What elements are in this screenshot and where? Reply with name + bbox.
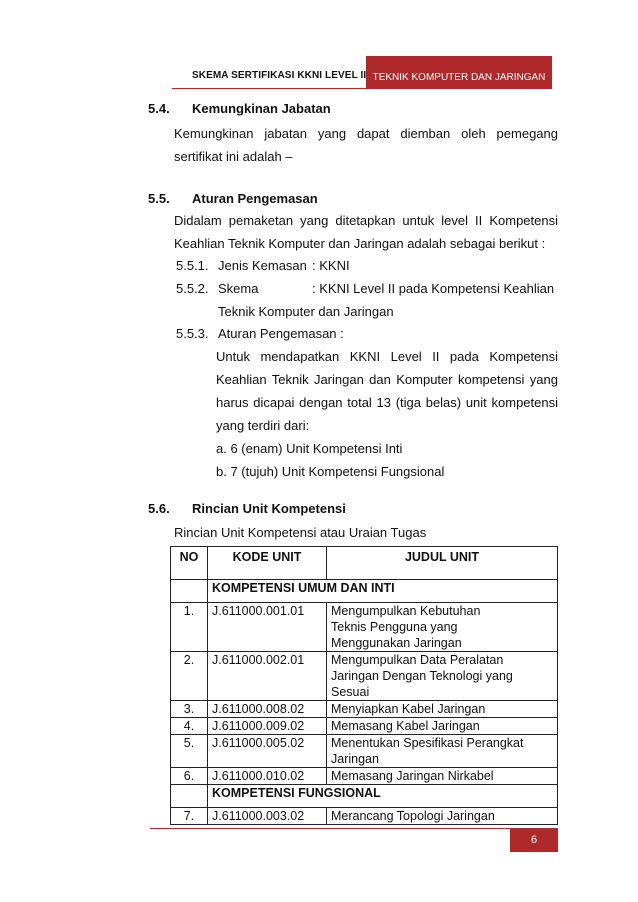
item-value: : KKNI Level II pada Kompetensi Keahlian xyxy=(312,281,555,296)
cell-kode: J.611000.008.02 xyxy=(208,701,327,718)
table-group-row xyxy=(171,580,558,603)
cell-no: 6. xyxy=(171,768,208,785)
section-heading xyxy=(148,101,331,116)
paragraph xyxy=(174,209,558,255)
table-group-row xyxy=(171,785,558,808)
item-number: 5.5.3. xyxy=(176,326,209,341)
header-left-title: SKEMA SERTIFIKASI KKNI LEVEL II xyxy=(192,70,367,81)
paragraph-line: Kemungkinan jabatan yang dapat diemban oleh pemegang xyxy=(174,126,558,141)
sub-item: b. 7 (tujuh) Unit Kompetensi Fungsional xyxy=(216,464,445,479)
cell-no: 1. xyxy=(171,603,208,652)
header-right-title: TEKNIK KOMPUTER DAN JARINGAN xyxy=(366,56,552,89)
cell-kode: J.611000.005.02 xyxy=(208,735,327,768)
sub-item: a. 6 (enam) Unit Kompetensi Inti xyxy=(216,441,403,456)
cell-judul: Menentukan Spesifikasi Perangkat Jaringan xyxy=(327,735,558,768)
paragraph-line: Keahlian Teknik Komputer dan Jaringan adalah sebagai berikut : xyxy=(174,236,546,251)
unit-table xyxy=(170,546,558,825)
table-row xyxy=(171,652,558,701)
cell-judul: Memasang Jaringan Nirkabel xyxy=(327,768,558,785)
item-number: 5.5.2. xyxy=(176,281,209,296)
cell-no: 3. xyxy=(171,701,208,718)
item-label: Jenis Kemasan xyxy=(218,258,307,273)
table-row xyxy=(171,718,558,735)
cell-judul: Mengumpulkan Kebutuhan Teknis Pengguna yang Menggunakan Jaringan xyxy=(327,603,558,652)
header-kode: KODE UNIT xyxy=(208,547,327,580)
empty-cell xyxy=(171,785,208,808)
cell-judul: Merancang Topologi Jaringan xyxy=(327,808,558,825)
section-title: Aturan Pengemasan xyxy=(192,191,318,206)
table-row xyxy=(171,701,558,718)
cell-kode: J.611000.002.01 xyxy=(208,652,327,701)
cell-judul: Mengumpulkan Data Peralatan Jaringan Dengan Teknologi yang Sesuai xyxy=(327,652,558,701)
paragraph-line: sertifikat ini adalah – xyxy=(174,149,293,164)
cell-no: 2. xyxy=(171,652,208,701)
cell-judul: Menyiapkan Kabel Jaringan xyxy=(327,701,558,718)
header-judul: JUDUL UNIT xyxy=(327,547,558,580)
item-label: Aturan Pengemasan : xyxy=(218,326,344,341)
table-row xyxy=(171,735,558,768)
table-row xyxy=(171,808,558,825)
footer-rule xyxy=(150,828,510,829)
table-row xyxy=(171,603,558,652)
page-number: 6 xyxy=(510,828,558,852)
section-title: Kemungkinan Jabatan xyxy=(192,101,331,116)
header-no: NO xyxy=(171,547,208,580)
section-number: 5.6. xyxy=(148,501,170,516)
section-title: Rincian Unit Kompetensi xyxy=(192,501,346,516)
paragraph-line: Didalam pemaketan yang ditetapkan untuk level II Kompetensi xyxy=(174,213,558,228)
cell-kode: J.611000.001.01 xyxy=(208,603,327,652)
section-heading xyxy=(148,501,346,516)
cell-no: 5. xyxy=(171,735,208,768)
list-item xyxy=(176,258,350,273)
paragraph-line: Keahlian Teknik Jaringan dan Komputer kompetensi yang xyxy=(216,372,558,387)
item-label: Skema xyxy=(218,281,259,296)
section-heading xyxy=(148,191,318,206)
table-intro: Rincian Unit Kompetensi atau Uraian Tugas xyxy=(174,525,427,540)
item-continuation: Teknik Komputer dan Jaringan xyxy=(218,304,394,319)
cell-kode: J.611000.003.02 xyxy=(208,808,327,825)
section-number: 5.5. xyxy=(148,191,170,206)
paragraph-line: Untuk mendapatkan KKNI Level II pada Kompetensi xyxy=(216,349,558,364)
header-rule xyxy=(172,88,552,89)
group-label: KOMPETENSI FUNGSIONAL xyxy=(208,785,558,808)
cell-judul: Memasang Kabel Jaringan xyxy=(327,718,558,735)
section-number: 5.4. xyxy=(148,101,170,116)
table-header-row xyxy=(171,547,558,580)
cell-kode: J.611000.010.02 xyxy=(208,768,327,785)
cell-kode: J.611000.009.02 xyxy=(208,718,327,735)
item-number: 5.5.1. xyxy=(176,258,209,273)
list-item xyxy=(176,326,344,341)
list-item xyxy=(176,281,558,296)
empty-cell xyxy=(171,580,208,603)
paragraph xyxy=(216,345,558,483)
group-label: KOMPETENSI UMUM DAN INTI xyxy=(208,580,558,603)
paragraph-line: yang terdiri dari: xyxy=(216,418,310,433)
paragraph xyxy=(174,122,558,168)
cell-no: 4. xyxy=(171,718,208,735)
cell-no: 7. xyxy=(171,808,208,825)
paragraph-line: harus dicapai dengan total 13 (tiga belas) unit kompetensi xyxy=(216,395,558,410)
item-value: : KKNI xyxy=(312,258,350,273)
table-row xyxy=(171,768,558,785)
